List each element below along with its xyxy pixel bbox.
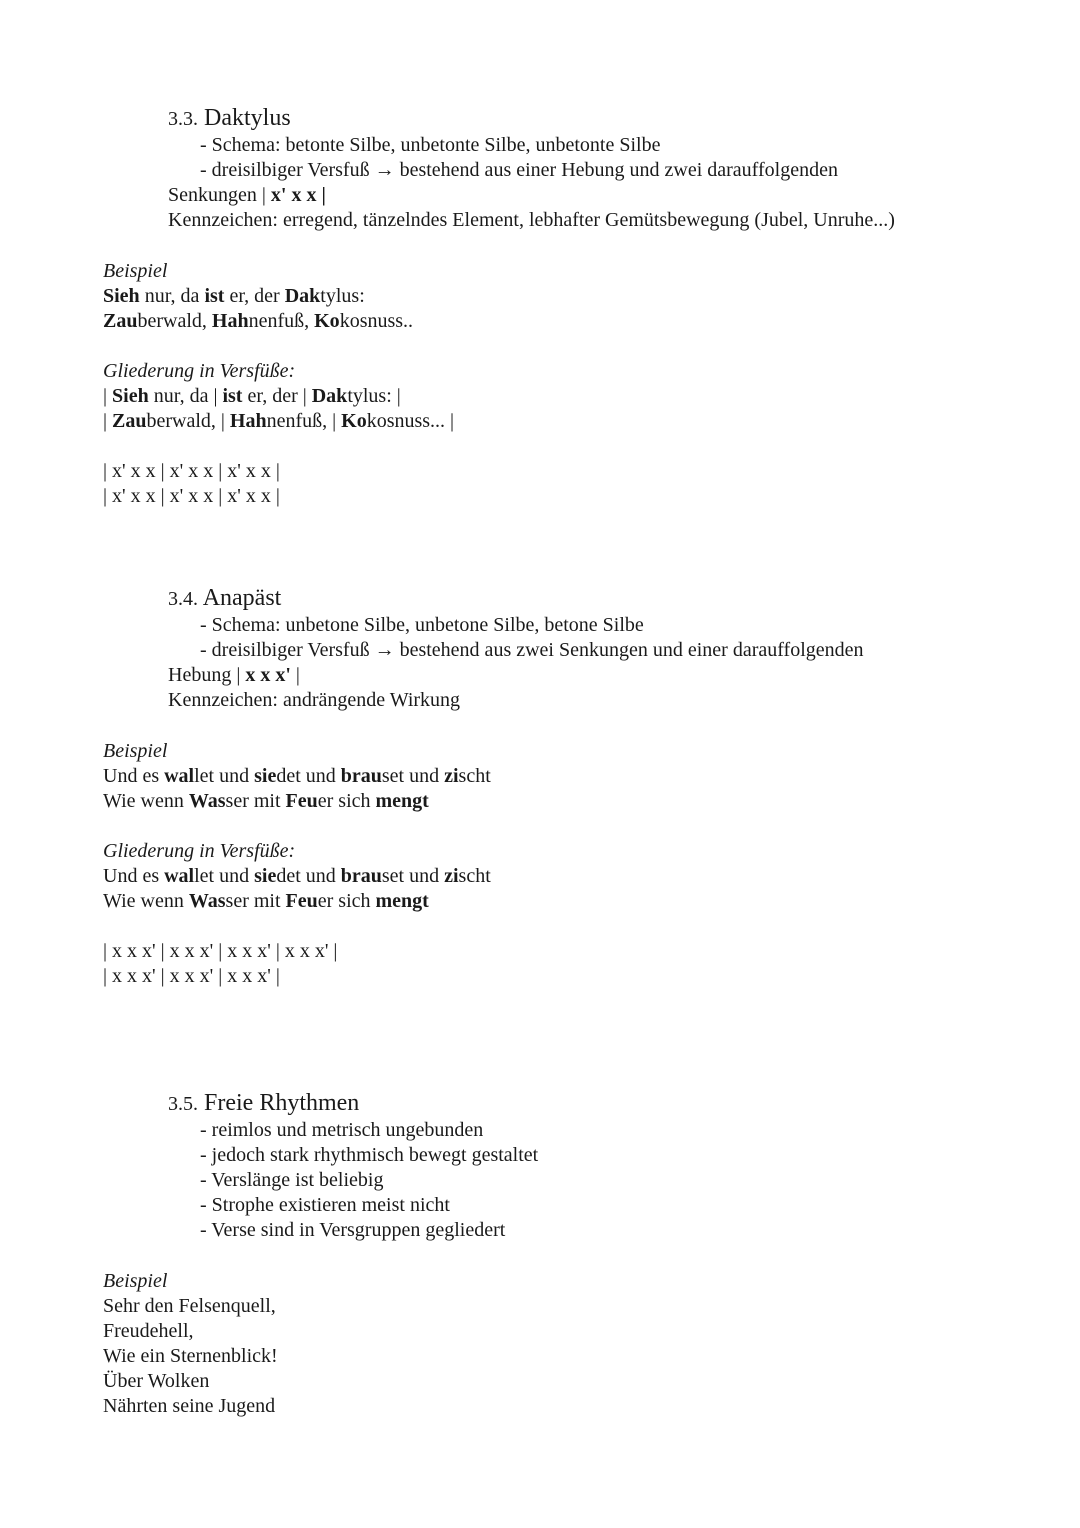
unstressed: ser mit (225, 790, 286, 812)
scheme-end: | (295, 664, 300, 686)
meter-line-1: | x' x x | x' x x | x' x x | (103, 460, 280, 482)
example-line: Freudehell, (103, 1320, 194, 1342)
unstressed: kosnuss... | (366, 410, 455, 432)
stressed: Feu (285, 890, 318, 912)
continuation-text: Senkungen | (168, 184, 266, 206)
gliederung-line-1 (103, 864, 491, 889)
gliederung-line-2 (103, 409, 454, 434)
unstressed: tylus: | (347, 385, 401, 407)
stressed: brau (340, 865, 382, 887)
unstressed: scht (458, 765, 491, 787)
stressed: Hah (211, 310, 249, 332)
bullet-item: - Verse sind in Versgruppen gegliedert (200, 1219, 506, 1241)
unstressed: er, der (224, 285, 285, 307)
separator: | (103, 385, 113, 407)
section-number: 3.3. (168, 108, 198, 130)
unstressed: nenfuß, | (266, 410, 342, 432)
stressed: wal (164, 865, 195, 887)
unstressed: Wie wenn (103, 790, 189, 812)
meter-line-2: | x x x' | x x x' | x x x' | (103, 965, 280, 987)
gliederung-label: Gliederung in Versfüße: (103, 840, 296, 862)
example-freie-rhythmen (103, 1269, 278, 1419)
gliederung-label: Gliederung in Versfüße: (103, 360, 296, 382)
unstressed: ser mit (225, 890, 286, 912)
unstressed: nur, da | (148, 385, 223, 407)
meter-line-2: | x' x x | x' x x | x' x x | (103, 485, 280, 507)
unstressed: Und es (103, 865, 165, 887)
stressed: ist (204, 285, 225, 307)
continuation-text: Hebung | (168, 664, 241, 686)
stressed: sie (254, 765, 277, 787)
stressed: Ko (314, 310, 340, 332)
unstressed: kosnuss.. (339, 310, 414, 332)
unstressed: let und (194, 865, 255, 887)
stressed: Feu (285, 790, 318, 812)
example-label: Beispiel (103, 740, 168, 762)
stressed: ist (222, 385, 243, 407)
unstressed: det und (276, 765, 341, 787)
unstressed: berwald, | (146, 410, 230, 432)
example-label: Beispiel (103, 260, 168, 282)
stressed: Zau (103, 310, 138, 332)
meter-line-1: | x x x' | x x x' | x x x' | x x x' | (103, 940, 338, 962)
bullet-versfuss: - dreisilbiger Versfuß → bestehend aus zwei Senkungen und einer darauffolgenden (200, 639, 864, 661)
example-line: Sehr den Felsenquell, (103, 1295, 276, 1317)
unstressed: nur, da (139, 285, 205, 307)
stressed: Was (188, 790, 226, 812)
section-anapaest (168, 584, 864, 713)
section-title: Daktylus (204, 105, 291, 131)
stressed: zi (444, 865, 459, 887)
example-line-2 (103, 789, 491, 814)
separator: | (103, 410, 113, 432)
stressed: Ko (341, 410, 367, 432)
unstressed: set und (381, 865, 445, 887)
stressed: Dak (311, 385, 348, 407)
stressed: Sieh (103, 285, 140, 307)
gliederung-anapaest (103, 839, 491, 914)
meter-scheme: x x x' (245, 664, 291, 686)
unstressed: scht (458, 865, 491, 887)
example-daktylus (103, 259, 413, 334)
section-number: 3.4. (168, 588, 198, 610)
bullet-item: - Strophe existieren meist nicht (200, 1194, 450, 1216)
unstressed: er sich (317, 890, 376, 912)
unstressed: Wie wenn (103, 890, 189, 912)
stressed: Sieh (112, 385, 149, 407)
stressed: Dak (284, 285, 321, 307)
unstressed: er sich (317, 790, 376, 812)
example-line: Wie ein Sternenblick! (103, 1345, 278, 1367)
example-line-1 (103, 284, 413, 309)
bullet-item: - Verslänge ist beliebig (200, 1169, 384, 1191)
unstressed: det und (276, 865, 341, 887)
bullet-item: - reimlos und metrisch ungebunden (200, 1119, 484, 1141)
meter-scheme: x' x x (270, 184, 317, 206)
unstressed: set und (381, 765, 445, 787)
section-heading (168, 1089, 538, 1118)
example-line-2 (103, 309, 413, 334)
bullet-versfuss: - dreisilbiger Versfuß → bestehend aus einer Hebung und zwei darauffolgenden (200, 159, 838, 181)
feature-text: Kennzeichen: andrängende Wirkung (168, 689, 461, 711)
meter-anapaest (103, 939, 337, 989)
bullet-schema: - Schema: unbetone Silbe, unbetone Silbe, betone Silbe (200, 614, 644, 636)
section-freie-rhythmen (168, 1089, 538, 1243)
example-line: Über Wolken (103, 1370, 210, 1392)
section-heading (168, 584, 864, 613)
unstressed: berwald, (137, 310, 212, 332)
stressed: brau (340, 765, 382, 787)
gliederung-line-1 (103, 384, 454, 409)
example-anapaest (103, 739, 491, 814)
example-line-1 (103, 764, 491, 789)
stressed: mengt (375, 790, 429, 812)
feature-text: Kennzeichen: erregend, tänzelndes Element, lebhafter Gemütsbewegung (Jubel, Unruhe...) (168, 209, 895, 231)
stressed: Zau (112, 410, 147, 432)
bullet-versfuss-continued (168, 183, 895, 208)
section-title: Anapäst (202, 585, 282, 611)
section-daktylus (168, 104, 895, 233)
gliederung-line-2 (103, 889, 491, 914)
unstressed: let und (194, 765, 255, 787)
bullet-schema: - Schema: betonte Silbe, unbetonte Silbe, unbetonte Silbe (200, 134, 661, 156)
bullet-versfuss-continued (168, 663, 864, 688)
section-number: 3.5. (168, 1093, 198, 1115)
meter-daktylus (103, 459, 280, 509)
unstressed: er, der | (242, 385, 312, 407)
gliederung-daktylus (103, 359, 454, 434)
stressed: sie (254, 865, 277, 887)
example-label: Beispiel (103, 1270, 168, 1292)
unstressed: nenfuß, (248, 310, 315, 332)
scheme-end: | (321, 184, 326, 206)
stressed: zi (444, 765, 459, 787)
section-title: Freie Rhythmen (204, 1090, 360, 1116)
section-heading (168, 104, 895, 133)
stressed: Was (188, 890, 226, 912)
stressed: wal (164, 765, 195, 787)
bullet-item: - jedoch stark rhythmisch bewegt gestaltet (200, 1144, 539, 1166)
example-line: Nährten seine Jugend (103, 1395, 276, 1417)
stressed: mengt (375, 890, 429, 912)
stressed: Hah (229, 410, 267, 432)
unstressed: Und es (103, 765, 165, 787)
unstressed: tylus: (320, 285, 365, 307)
